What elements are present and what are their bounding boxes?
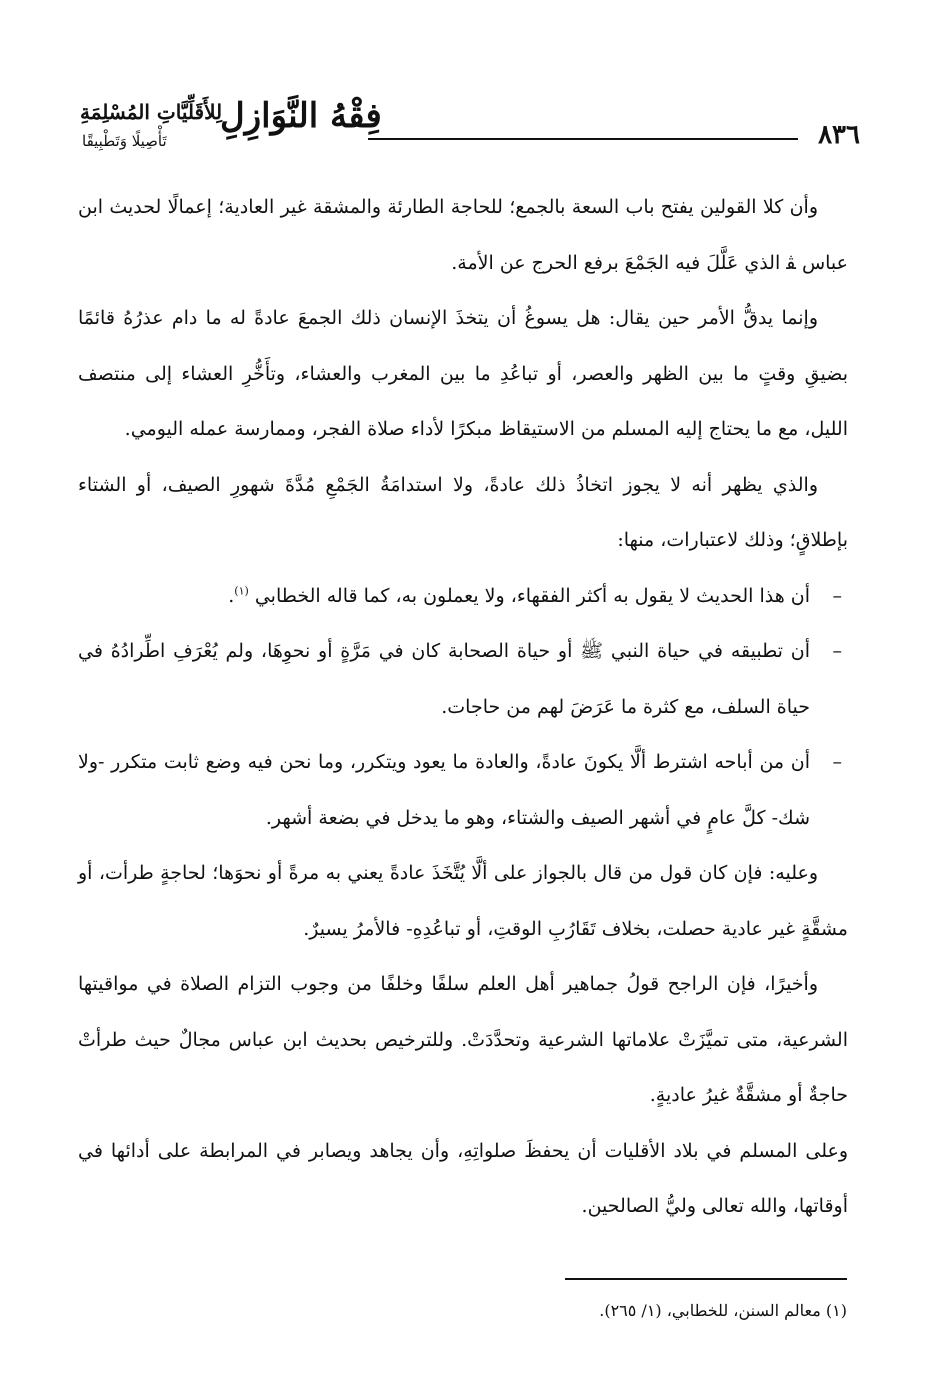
paragraph-3: والذي يظهر أنه لا يجوز اتخاذُ ذلك عادةً، ولا استدامَةُ الجَمْعِ مُدَّةَ شهورِ الصيف، أو الشتاء بإطلاقٍ؛ وذلك لاعتبارات، منها:	[78, 473, 848, 551]
header-rule	[368, 138, 798, 140]
list-dash: –	[832, 640, 842, 662]
paragraph-6: وعلى المسلم في بلاد الأقليات أن يحفظَ صلواتِهِ، وأن يجاهد ويصابر في المرابطة على أدائها في أوقاتها، والله تعالى وليُّ الصالحين.	[78, 1139, 848, 1217]
paragraph-4: وعليه: فإن كان قول من قال بالجواز على ألَّا يُتَّخَذَ عادةً يعني به مرةً أو نحوَها؛ لحاجةٍ طرأت، أو مشقَّةٍ غير عادية حصلت، بخلاف تَقَارُبِ الوقتِ، أو تباعُدِهِ- فالأمرُ يسيرٌ.	[78, 862, 848, 940]
paragraph-5: وأخيرًا، فإن الراجح قولُ جماهير أهل العلم سلفًا وخلفًا من وجوب التزام الصلاة في مواقيتها الشرعية، متى تميَّزَتْ علاماتها الشرعية وتحدَّدَتْ. وللترخيص بحديث ابن عباس مجالٌ حيث طرأتْ حاجةٌ أو مشقَّةٌ غيرُ عاديةٍ.	[78, 973, 848, 1106]
list-item-text: أن من أباحه اشترط ألَّا يكونَ عادةً، والعادة ما يعود ويتكرر، وما نحن فيه وضع ثابت متكرر -ولا شك- كلَّ عامٍ في أشهر الصيف والشتاء، وهو ما يدخل في بضعة أشهر.	[78, 751, 810, 829]
list-dash: –	[832, 584, 842, 607]
book-title: فِقْهُ النَّوَازِلِ	[220, 96, 382, 136]
list-item-text: أن هذا الحديث لا يقول به أكثر الفقهاء، ولا يعملون به، كما قاله الخطابي	[254, 584, 810, 607]
footnote: (١) معالم السنن، للخطابي، (١/ ٢٦٥).	[599, 1301, 847, 1320]
footnote-reference[interactable]: (١)	[234, 584, 249, 598]
list-item-2	[78, 624, 848, 735]
footnote-rule	[565, 1278, 847, 1280]
list-item-text: أن تطبيقه في حياة النبي ﷺ أو حياة الصحابة كان في مَرَّةٍ أو نحوِهَا، ولم يُعْرَفِ اطِّرادُهُ في حياة السلف، مع كثرة ما عَرَضَ لهم من حاجات.	[78, 640, 810, 718]
list-dash: –	[832, 751, 842, 773]
list-item-3	[78, 735, 848, 846]
list-item-end: .	[228, 584, 235, 607]
page-number: ٨٣٦	[818, 120, 860, 150]
paragraph-1: وأن كلا القولين يفتح باب السعة بالجمع؛ للحاجة الطارئة والمشقة غير العادية؛ إعمالًا لحديث ابن عباس ﭭ الذي عَلَّلَ فيه الجَمْعَ برفع الحرج عن الأمة.	[78, 196, 848, 274]
list-item-1	[78, 569, 848, 625]
running-header	[80, 92, 860, 162]
paragraph-2: وإنما يدقُّ الأمر حين يقال: هل يسوغُ أن يتخذَ الإنسان ذلك الجمعَ عادةً له ما دام عذرُهُ قائمًا بضيقِ وقتٍ ما بين الظهر والعصر، أو تباعُدِ ما بين المغرب والعشاء، وتأَخُّرِ العشاء إلى منتصف الليل، مع ما يحتاج إليه المسلم من الاستيقاظ مبكرًا لأداء صلاة الفجر، وممارسة عمله اليومي.	[78, 307, 848, 440]
series-title: لِلأَقَلِّيَّاتِ المُسْلِمَةِ	[80, 100, 223, 124]
book-subtitle: تَأْصِيلًا وَتَطْبِيقًا	[82, 132, 167, 150]
body-text	[78, 180, 848, 1235]
